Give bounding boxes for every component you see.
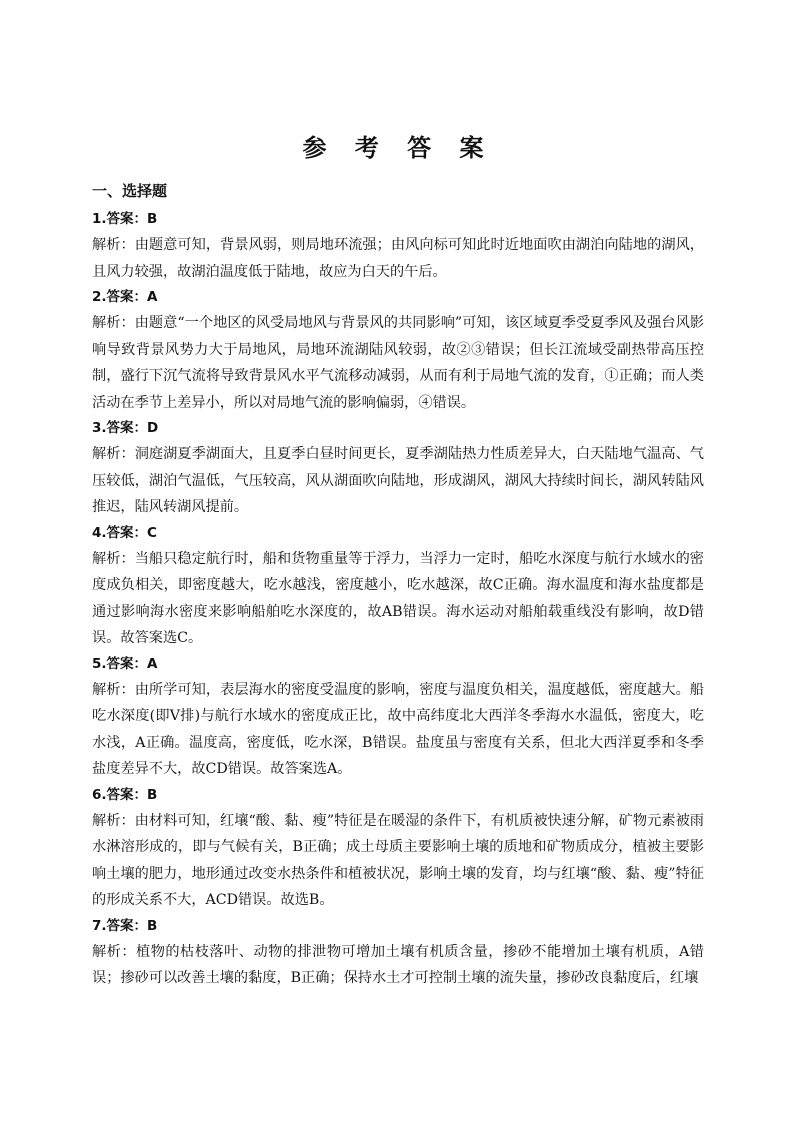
answer-label: 5.答案：A — [92, 655, 158, 672]
answer-explanation: 解析：由材料可知，红壤“酸、黏、瘦”特征是在暖湿的条件下，有机质被快速分解，矿物元素被雨水淋溶形成的，即与气候有关，B正确；成土母质主要影响土壤的质地和矿物质成分，植被主要影响土壤的肥力，地形通过改变水热条件和植被状况，影响土壤的发育，均与红壤“酸、黏、瘦”特征的形成关系不大，ACD错误。故选B。 — [92, 812, 704, 908]
answer-label: 4.答案：C — [92, 524, 157, 541]
section-heading: 一、选择题 — [92, 182, 168, 200]
answer-list — [92, 207, 704, 992]
answer-label: 1.答案：B — [92, 211, 158, 227]
answer-explanation: 解析：洞庭湖夏季湖面大，且夏季白昼时间更长，夏季湖陆热力性质差异大，白天陆地气温高、气压较低，湖泊气温低，气压较高，风从湖面吹向陆地，形成湖风，湖风大持续时间长，湖风转陆风推迟，陆风转湖风提前。 — [92, 446, 704, 515]
page-title: 参 考 答 案 — [302, 134, 494, 162]
answer-item — [92, 914, 704, 992]
answer-explanation: 解析：当船只稳定航行时，船和货物重量等于浮力，当浮力一定时，船吃水深度与航行水域水的密度成负相关，即密度越大，吃水越浅，密度越小，吃水越深，故C正确。海水温度和海水盐度都是通过影响海水密度来影响船舶吃水深度的，故AB错误。海水运动对船舶载重线没有影响，故D错误。故答案选C。 — [92, 550, 704, 646]
answer-label: 2.答案：A — [92, 289, 158, 305]
answer-explanation: 解析：由题意可知，背景风弱，则局地环流强；由风向标可知此时近地面吹由湖泊向陆地的湖风，且风力较强，故湖泊温度低于陆地，故应为白天的午后。 — [92, 237, 704, 280]
answer-explanation: 解析：由所学可知，表层海水的密度受温度的影响，密度与温度负相关，温度越低，密度越大。船吃水深度(即V排)与航行水域水的密度成正比，故中高纬度北大西洋冬季海水水温低，密度大，吃水浅，A正确。温度高，密度低，吃水深，B错误。盐度虽与密度有关系，但北大西洋夏季和冬季盐度差异不大，故CD错误。故答案选A。 — [92, 681, 704, 777]
answer-label: 7.答案：B — [92, 917, 158, 934]
answer-label: 6.答案：B — [92, 786, 158, 803]
answer-item — [92, 783, 704, 914]
answer-item — [92, 521, 704, 652]
answer-item — [92, 285, 704, 416]
answer-item — [92, 416, 704, 521]
answer-item — [92, 207, 704, 285]
answer-explanation: 解析：植物的枯枝落叶、动物的排泄物可增加土壤有机质含量，掺砂不能增加土壤有机质，A错误；掺砂可以改善土壤的黏度，B正确；保持水土才可控制土壤的流失量，掺砂改良黏度后，红壤 — [92, 943, 704, 986]
answer-label: 3.答案：D — [92, 420, 159, 436]
answer-item — [92, 652, 704, 783]
answer-explanation: 解析：由题意“一个地区的风受局地风与背景风的共同影响”可知，该区域夏季受夏季风及强台风影响导致背景风势力大于局地风，局地环流湖陆风较弱，故②③错误；但长江流域受副热带高压控制，盛行下沉气流将导致背景风水平气流移动减弱，从而有利于局地气流的发育，①正确；而人类活动在季节上差异小，所以对局地气流的影响偏弱，④错误。 — [92, 315, 704, 411]
